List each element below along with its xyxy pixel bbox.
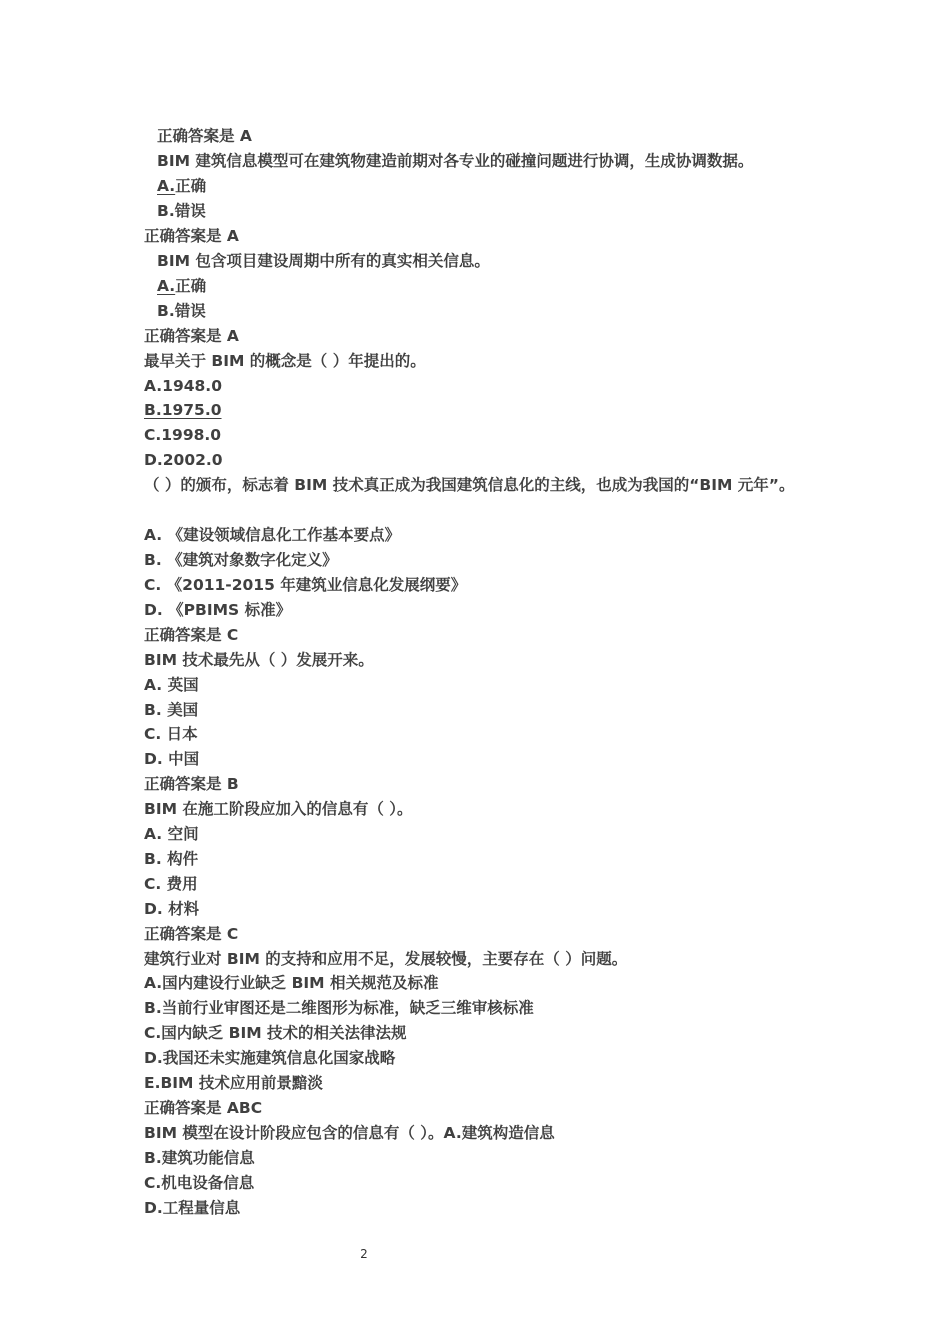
option-b: B.错误 xyxy=(157,202,206,220)
answer-line: 正确答案是 C xyxy=(144,626,239,644)
question-text: BIM 建筑信息模型可在建筑物建造前期对各专业的碰撞问题进行协调，生成协调数据。 xyxy=(157,152,754,170)
option-a: A.1948.0 xyxy=(144,377,222,395)
question-text: BIM 包含项目建设周期中所有的真实相关信息。 xyxy=(157,252,490,270)
option-b: B. 美国 xyxy=(144,701,199,719)
option-d: D.工程量信息 xyxy=(144,1199,241,1217)
option-a xyxy=(157,174,837,199)
option-b: B.错误 xyxy=(157,302,206,320)
option-a: A.国内建设行业缺乏 BIM 相关规范及标准 xyxy=(144,974,439,992)
option-a-text: 正确 xyxy=(175,277,207,295)
option-b xyxy=(144,398,824,423)
option-a-text: 正确 xyxy=(175,177,207,195)
question-text: BIM 模型在设计阶段应包含的信息有（ ）。A.建筑构造信息 xyxy=(144,1124,555,1142)
option-a xyxy=(157,274,837,299)
page-number: 2 xyxy=(360,1247,368,1261)
option-d: D.我国还未实施建筑信息化国家战略 xyxy=(144,1049,396,1067)
answer-line: 正确答案是 A xyxy=(144,327,239,345)
option-d: D. 《PBIMS 标准》 xyxy=(144,601,292,619)
option-a-label: A. xyxy=(157,277,176,295)
option-a-label: A. xyxy=(157,177,176,195)
option-b: B.当前行业审图还是二维图形为标准，缺乏三维审核标准 xyxy=(144,999,534,1017)
option-a: A. 空间 xyxy=(144,825,199,843)
option-c: C. 费用 xyxy=(144,875,198,893)
answer-line: 正确答案是 A xyxy=(144,227,239,245)
answer-line: 正确答案是 C xyxy=(144,925,239,943)
option-b: B. 《建筑对象数字化定义》 xyxy=(144,551,338,569)
option-b-underlined: B.1975.0 xyxy=(144,401,222,419)
option-e: E.BIM 技术应用前景黯淡 xyxy=(144,1074,323,1092)
question-text: （ ）的颁布，标志着 BIM 技术真正成为我国建筑信息化的主线，也成为我国的“BIM 元年”。 xyxy=(144,476,795,494)
option-a: A. 英国 xyxy=(144,676,199,694)
option-c: C.国内缺乏 BIM 技术的相关法律法规 xyxy=(144,1024,407,1042)
option-d: D. 中国 xyxy=(144,750,200,768)
question-text: 建筑行业对 BIM 的支持和应用不足，发展较慢，主要存在（ ）问题。 xyxy=(144,950,628,968)
option-c: C.1998.0 xyxy=(144,426,222,444)
answer-line: 正确答案是 B xyxy=(144,775,239,793)
option-d: D. 材料 xyxy=(144,900,200,918)
question-text: BIM 在施工阶段应加入的信息有（ ）。 xyxy=(144,800,413,818)
option-d: D.2002.0 xyxy=(144,451,223,469)
option-a: A. 《建设领域信息化工作基本要点》 xyxy=(144,526,401,544)
option-b: B. 构件 xyxy=(144,850,199,868)
question-text: 最早关于 BIM 的概念是（ ）年提出的。 xyxy=(144,352,426,370)
option-c: C. 《2011-2015 年建筑业信息化发展纲要》 xyxy=(144,576,467,594)
option-c: C.机电设备信息 xyxy=(144,1174,255,1192)
option-b: B.建筑功能信息 xyxy=(144,1149,255,1167)
answer-line: 正确答案是 ABC xyxy=(144,1099,263,1117)
option-c: C. 日本 xyxy=(144,725,198,743)
question-text: BIM 技术最先从（ ）发展开来。 xyxy=(144,651,374,669)
answer-line: 正确答案是 A xyxy=(157,127,252,145)
